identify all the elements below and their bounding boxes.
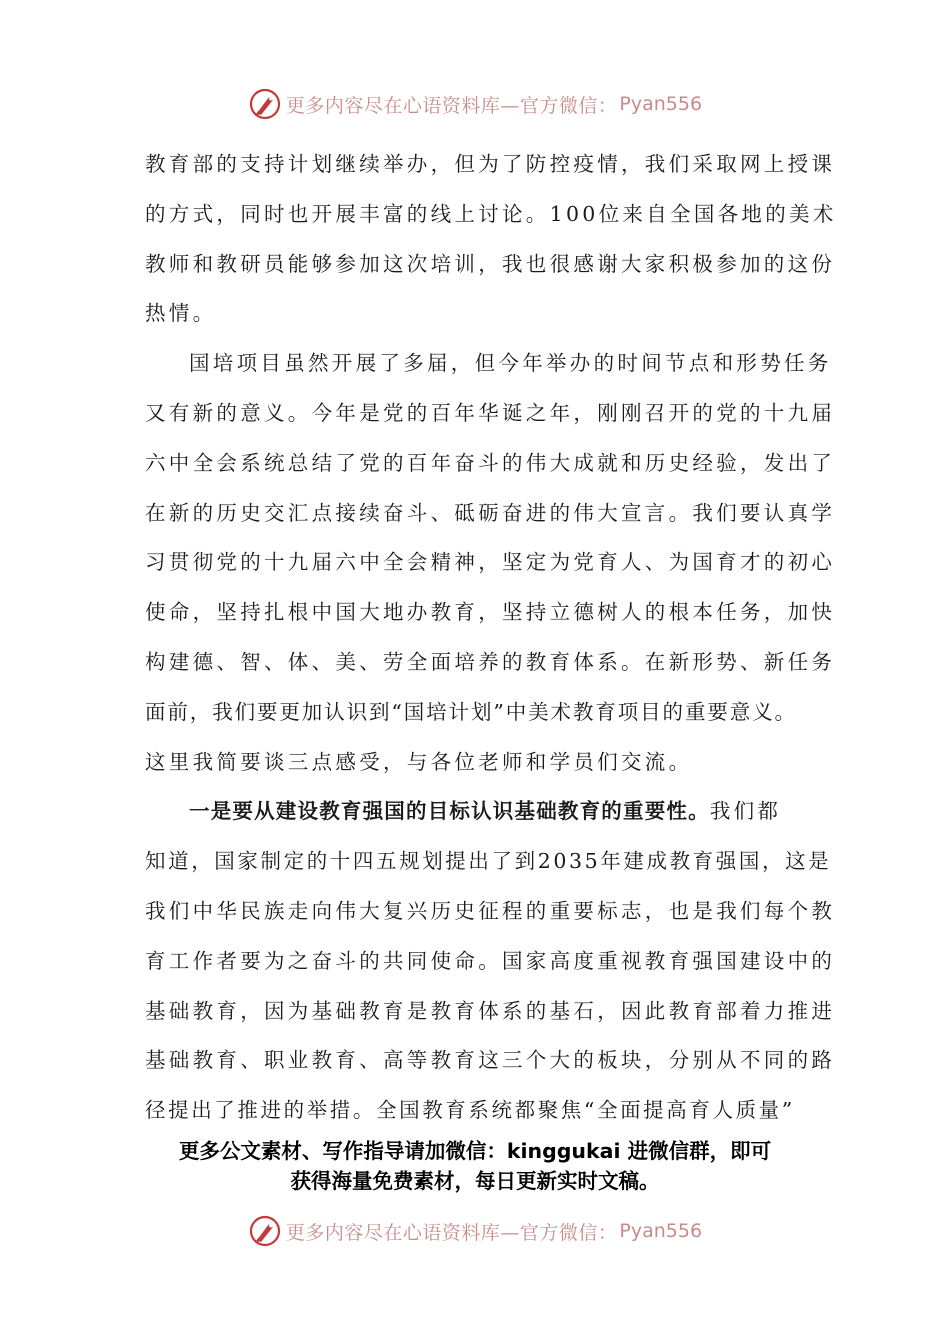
promo-line-2: 获得海量免费素材，每日更新实时文稿。 <box>290 1169 660 1193</box>
text-line: 知道，国家制定的十四五规划提出了到2035年建成教育强国，这是 <box>145 849 832 874</box>
body-text <box>145 140 837 1136</box>
promo-line-1: 更多公文素材、写作指导请加微信：kinggukai 进微信群，即可 <box>178 1139 772 1163</box>
text-line: 我们中华民族走向伟大复兴历史征程的重要标志，也是我们每个教 <box>145 898 836 923</box>
footer-watermark <box>0 1211 950 1251</box>
text-line: 教育部的支持计划继续举办，但为了防控疫情，我们采取网上授课 <box>145 152 836 176</box>
pen-nib-logo-icon <box>248 1214 282 1248</box>
text-line: 这里我简要谈三点感受，与各位老师和学员们交流。 <box>145 749 693 774</box>
watermark-code: Pyan556 <box>619 93 703 115</box>
text-line: 构建德、智、体、美、劳全面培养的教育体系。在新形势、新任务 <box>145 649 836 674</box>
watermark-text: 更多内容尽在心语资料库—官方微信： <box>285 94 618 117</box>
text-line: 基础教育，因为基础教育是教育体系的基石，因此教育部着力推进 <box>145 998 836 1023</box>
pen-nib-logo-icon <box>248 87 282 121</box>
text-line: 国培项目虽然开展了多届，但今年举办的时间节点和形势任务 <box>189 351 832 376</box>
text-line: 面前，我们要更加认识到“国培计划”中美术教育项目的重要意义。 <box>145 699 797 724</box>
text-line: 育工作者要为之奋斗的共同使命。国家高度重视教育强国建设中的 <box>145 948 836 973</box>
text-line: 使命，坚持扎根中国大地办教育，坚持立德树人的根本任务，加快 <box>145 600 836 625</box>
text-line: 又有新的意义。今年是党的百年华诞之年，刚刚召开的党的十九届 <box>145 400 836 425</box>
point-one-text: 我们都 <box>709 799 782 824</box>
text-line: 径提出了推进的举措。全国教育系统都聚焦“全面提高育人质量” <box>145 1098 795 1123</box>
text-line: 六中全会系统总结了党的百年奋斗的伟大成就和历史经验，发出了 <box>145 450 836 475</box>
text-line: 教师和教研员能够参加这次培训，我也很感谢大家积极参加的这份 <box>145 251 836 276</box>
watermark-text: 更多内容尽在心语资料库—官方微信： <box>285 1221 618 1244</box>
text-line: 热情。 <box>145 301 217 326</box>
promo-notice <box>0 1136 950 1196</box>
text-line: 在新的历史交汇点接续奋斗、砥砺奋进的伟大宣言。我们要认真学 <box>145 500 836 525</box>
header-watermark <box>0 84 950 124</box>
text-line: 基础教育、职业教育、高等教育这三个大的板块，分别从不同的路 <box>145 1048 836 1073</box>
text-line: 习贯彻党的十九届六中全会精神，坚定为党育人、为国育才的初心 <box>145 550 836 575</box>
point-one-line <box>145 787 807 837</box>
watermark-code: Pyan556 <box>619 1220 703 1242</box>
text-line: 的方式，同时也开展丰富的线上讨论。100位来自全国各地的美术 <box>145 201 837 226</box>
point-one-heading: 一是要从建设教育强国的目标认识基础教育的重要性。 <box>189 799 710 824</box>
